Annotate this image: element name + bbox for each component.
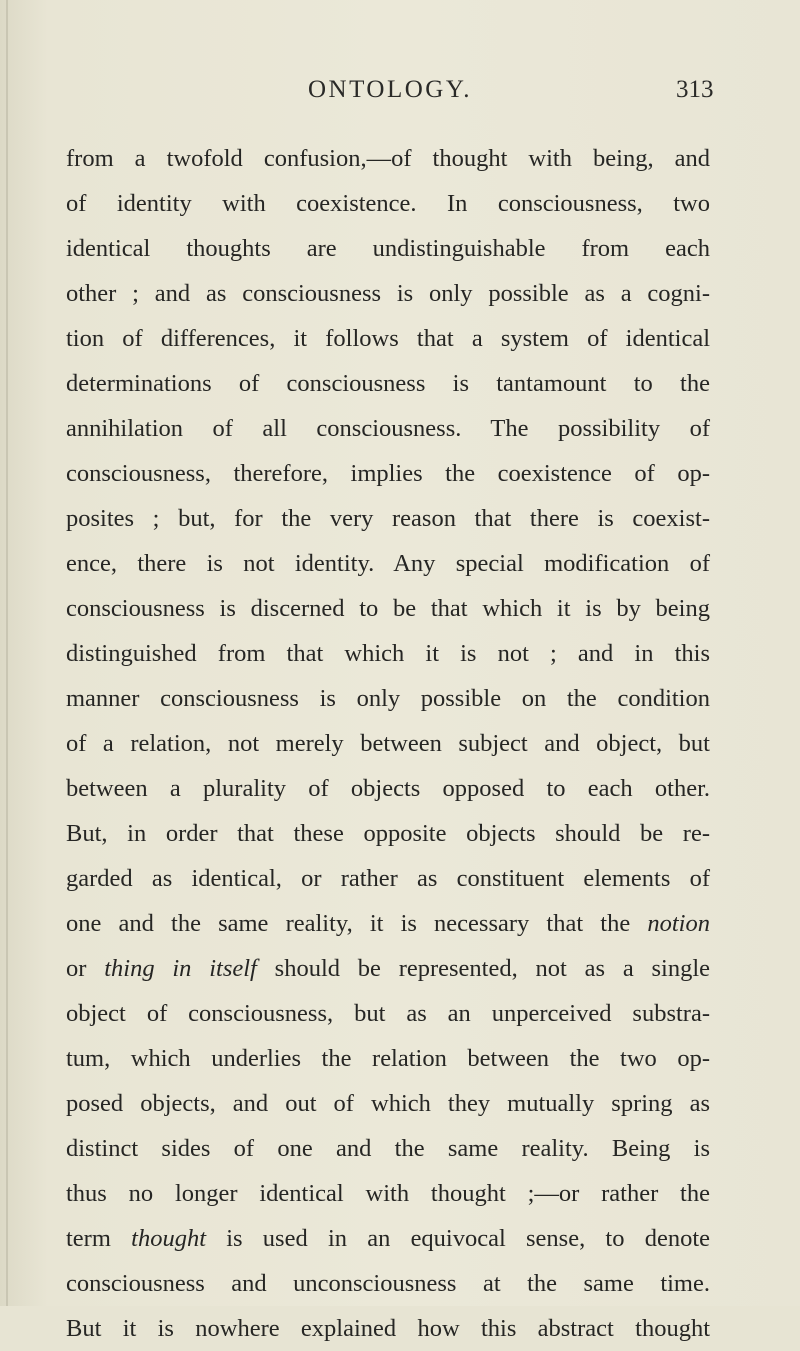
text-line: object of consciousness, but as an unperceived substra- <box>66 1000 710 1027</box>
page-number: 313 <box>676 76 714 103</box>
italic-term-thought: thought <box>131 1225 207 1252</box>
running-head: ONTOLOGY. <box>308 76 472 103</box>
text-line: posed objects, and out of which they mutually spring as <box>66 1090 710 1117</box>
text-line: But, in order that these opposite objects should be re- <box>66 820 710 847</box>
italic-term-thing-in-itself: thing in itself <box>104 955 257 982</box>
text-line <box>66 901 710 946</box>
text-line: of identity with coexistence. In consciousness, two <box>66 190 710 217</box>
text-segment: term <box>66 1225 111 1252</box>
text-segment: or <box>66 955 87 982</box>
text-line: other ; and as consciousness is only possible as a cogni- <box>66 280 710 307</box>
italic-term-notion: notion <box>647 910 710 937</box>
text-line: annihilation of all consciousness. The possibility of <box>66 415 710 442</box>
text-line: determinations of consciousness is tantamount to the <box>66 370 710 397</box>
text-segment: should be represented, not as a single <box>274 955 711 982</box>
page-header <box>0 76 800 116</box>
text-line: thus no longer identical with thought ;—or rather the <box>66 1180 710 1207</box>
text-line: consciousness is discerned to be that which it is by being <box>66 595 710 622</box>
text-line <box>66 946 710 991</box>
text-line: distinct sides of one and the same reality. Being is <box>66 1135 710 1162</box>
text-line: consciousness and unconsciousness at the same time. <box>66 1270 710 1297</box>
text-line: identical thoughts are undistinguishable from each <box>66 235 710 262</box>
page-gutter-edge <box>6 0 8 1306</box>
text-line: garded as identical, or rather as constituent elements of <box>66 865 710 892</box>
text-line: distinguished from that which it is not ; and in this <box>66 640 710 667</box>
body-text <box>66 136 710 1351</box>
text-line: consciousness, therefore, implies the coexistence of op- <box>66 460 710 487</box>
text-line: tum, which underlies the relation between the two op- <box>66 1045 710 1072</box>
text-line: But it is nowhere explained how this abstract thought <box>66 1315 710 1342</box>
text-line <box>66 1216 710 1261</box>
text-line: from a twofold confusion,—of thought with being, and <box>66 145 710 172</box>
text-line: posites ; but, for the very reason that there is coexist- <box>66 505 710 532</box>
text-line: between a plurality of objects opposed to each other. <box>66 775 710 802</box>
text-line: ence, there is not identity. Any special modification of <box>66 550 710 577</box>
text-segment: one and the same reality, it is necessary that the <box>66 910 631 937</box>
text-segment: is used in an equivocal sense, to denote <box>226 1225 711 1252</box>
text-line: of a relation, not merely between subject and object, but <box>66 730 710 757</box>
text-line: tion of differences, it follows that a system of identical <box>66 325 710 352</box>
text-line: manner consciousness is only possible on the condition <box>66 685 710 712</box>
